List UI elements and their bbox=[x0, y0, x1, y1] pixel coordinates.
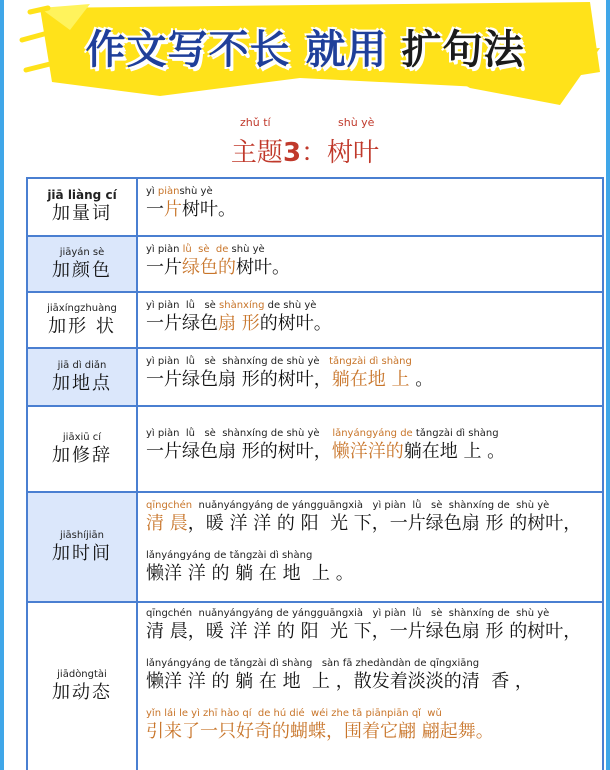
pinyin-highlight: lǎnyángyáng de bbox=[332, 428, 413, 439]
pinyin-segment: yì piàn lǜ sè shànxíng de shù yè bbox=[146, 428, 333, 439]
row-label bbox=[28, 293, 138, 347]
topic-colon: ： bbox=[301, 138, 328, 168]
example-sentence bbox=[146, 720, 494, 744]
row-label-pinyin: jiāxíngzhuàng bbox=[47, 302, 117, 314]
expansion-table bbox=[26, 177, 604, 770]
row-label-pinyin: jiāyán sè bbox=[59, 246, 105, 258]
example-line bbox=[146, 427, 505, 464]
row-label bbox=[28, 237, 138, 291]
sentence-segment: 一片绿色 bbox=[146, 313, 218, 334]
topic-prefix: 主题 bbox=[230, 138, 283, 168]
sentence-highlight: 绿色的 bbox=[182, 257, 236, 278]
pinyin-segment: yì bbox=[146, 186, 158, 197]
sentence-segment: 树叶。 bbox=[182, 199, 236, 220]
row-label bbox=[28, 179, 138, 235]
row-label bbox=[28, 407, 138, 491]
row-label-pinyin: jiā dì diǎn bbox=[57, 359, 107, 371]
topic-heading bbox=[0, 116, 610, 169]
table-row bbox=[28, 349, 602, 407]
sentence-highlight: 片 bbox=[164, 199, 182, 220]
example-sentence bbox=[146, 312, 332, 336]
example-sentence bbox=[146, 670, 533, 694]
example-line bbox=[146, 549, 354, 586]
pinyin-highlight: yǐn lái le yì zhī hào qí de hú dié wéi zhe tā piānpiān qǐ wǔ bbox=[146, 708, 442, 719]
banner-title-method: 扩句法 bbox=[401, 27, 525, 73]
pinyin-segment: yì piàn lǜ sè bbox=[146, 300, 220, 311]
table-row bbox=[28, 603, 602, 770]
example-pinyin bbox=[146, 243, 290, 256]
pinyin-segment: nuǎnyángyáng de yángguāngxià yì piàn lǜ sè shànxíng de shù yè bbox=[192, 500, 550, 511]
pinyin-highlight: tǎngzài dì shàng bbox=[329, 356, 412, 367]
topic-pinyin-1: zhǔ tí bbox=[240, 116, 271, 129]
topic-title bbox=[0, 132, 610, 169]
pinyin-highlight: piàn bbox=[157, 186, 180, 197]
sentence-segment: 一 bbox=[146, 199, 164, 220]
sentence-highlight: 懒洋洋的 bbox=[331, 441, 404, 462]
pinyin-segment: tǎngzài dì shàng bbox=[412, 428, 499, 439]
sentence-segment: 躺在地 上 。 bbox=[403, 441, 506, 462]
example-line bbox=[146, 607, 581, 644]
title-banner bbox=[0, 0, 610, 110]
topic-pinyin-2: shù yè bbox=[338, 116, 375, 129]
example-pinyin bbox=[146, 607, 581, 620]
sentence-segment: 一片绿色扇 形的树叶， bbox=[146, 369, 332, 390]
example-line bbox=[146, 243, 290, 280]
example-sentence bbox=[146, 368, 433, 392]
row-label-pinyin: jiā liàng cí bbox=[47, 187, 117, 202]
example-sentence bbox=[146, 256, 290, 280]
example-line bbox=[146, 299, 332, 336]
example-line bbox=[146, 185, 236, 222]
sentence-segment: 清 晨，暖 洋 洋 的 阳 光 下，一片绿色扇 形 的树叶， bbox=[146, 621, 582, 642]
topic-name: 树叶 bbox=[327, 138, 380, 168]
pinyin-segment: yì piàn lǜ sè shànxíng de shù yè bbox=[146, 356, 330, 367]
row-example bbox=[138, 179, 602, 235]
sentence-segment: 一片绿色扇 形的树叶， bbox=[146, 441, 332, 462]
example-pinyin bbox=[146, 549, 354, 562]
row-label-pinyin: jiāshíjiān bbox=[59, 529, 105, 541]
banner-title bbox=[0, 18, 610, 75]
sentence-segment: 一片 bbox=[146, 257, 182, 278]
pinyin-segment: qīngchén nuǎnyángyáng de yángguāngxià yì piàn lǜ sè shànxíng de shù yè bbox=[146, 608, 550, 619]
example-line bbox=[146, 499, 581, 536]
row-example bbox=[138, 407, 602, 491]
example-pinyin bbox=[146, 707, 494, 720]
example-line bbox=[146, 657, 533, 694]
pinyin-segment: shù yè bbox=[179, 186, 213, 197]
row-label-text: 加量词 bbox=[52, 202, 112, 224]
example-sentence bbox=[146, 562, 354, 586]
row-label-text: 加形 状 bbox=[48, 315, 116, 337]
pinyin-segment: shù yè bbox=[228, 244, 265, 255]
sentence-segment: 懒洋 洋 的 躺 在 地 上 。 bbox=[146, 563, 354, 584]
row-label bbox=[28, 349, 138, 405]
table-row bbox=[28, 493, 602, 603]
pinyin-segment: lǎnyángyáng de tǎngzài dì shàng bbox=[146, 550, 313, 561]
example-sentence bbox=[146, 198, 236, 222]
sentence-highlight: 扇 形 bbox=[218, 313, 260, 334]
row-label-pinyin: jiāxiū cí bbox=[62, 431, 102, 443]
example-pinyin bbox=[146, 355, 433, 368]
example-pinyin bbox=[146, 185, 236, 198]
pinyin-highlight: shànxíng bbox=[219, 300, 265, 311]
row-label-text: 加地点 bbox=[52, 372, 112, 394]
sentence-highlight: 清 晨 bbox=[146, 513, 188, 534]
table-row bbox=[28, 179, 602, 237]
row-label bbox=[28, 493, 138, 601]
table-row bbox=[28, 293, 602, 349]
example-pinyin bbox=[146, 657, 533, 670]
example-line bbox=[146, 355, 433, 392]
sentence-segment: 懒洋 洋 的 躺 在 地 上 ，散发着淡淡的清 香 ， bbox=[146, 671, 533, 692]
pinyin-segment: lǎnyángyáng de tǎngzài dì shàng sàn fā zhedàndàn de qīngxiāng bbox=[146, 658, 480, 669]
row-label bbox=[28, 603, 138, 770]
example-pinyin bbox=[146, 427, 505, 440]
pinyin-segment: de shù yè bbox=[264, 300, 317, 311]
table-row bbox=[28, 407, 602, 493]
row-label-text: 加颜色 bbox=[52, 259, 112, 281]
sentence-highlight: 引来了一只好奇的蝴蝶，围着它翩 翩起舞。 bbox=[146, 721, 494, 742]
row-example bbox=[138, 493, 602, 601]
example-pinyin bbox=[146, 299, 332, 312]
example-line bbox=[146, 707, 494, 744]
topic-number: 3 bbox=[282, 138, 302, 168]
row-example bbox=[138, 349, 602, 405]
sentence-segment: 的树叶。 bbox=[259, 313, 332, 334]
row-label-text: 加时间 bbox=[52, 542, 112, 564]
row-example bbox=[138, 237, 602, 291]
pinyin-highlight: lǜ sè de bbox=[182, 244, 229, 255]
topic-pinyin bbox=[0, 116, 610, 130]
sentence-segment: ，暖 洋 洋 的 阳 光 下，一片绿色扇 形 的树叶， bbox=[187, 513, 582, 534]
banner-title-main: 作文写不长 就用 bbox=[85, 27, 388, 73]
sentence-segment: 。 bbox=[409, 369, 434, 390]
example-sentence bbox=[146, 512, 581, 536]
row-example bbox=[138, 293, 602, 347]
pinyin-highlight: qīngchén bbox=[146, 500, 193, 511]
row-label-text: 加动态 bbox=[52, 682, 112, 703]
example-sentence bbox=[146, 440, 505, 464]
pinyin-segment: yì piàn bbox=[146, 244, 183, 255]
example-sentence bbox=[146, 620, 581, 644]
sentence-highlight: 躺在地 上 bbox=[331, 369, 410, 390]
row-label-text: 加修辞 bbox=[52, 444, 112, 466]
sentence-segment: 树叶。 bbox=[236, 257, 290, 278]
example-pinyin bbox=[146, 499, 581, 512]
row-example bbox=[138, 603, 602, 770]
row-label-pinyin: jiādòngtài bbox=[57, 669, 107, 680]
table-row bbox=[28, 237, 602, 293]
